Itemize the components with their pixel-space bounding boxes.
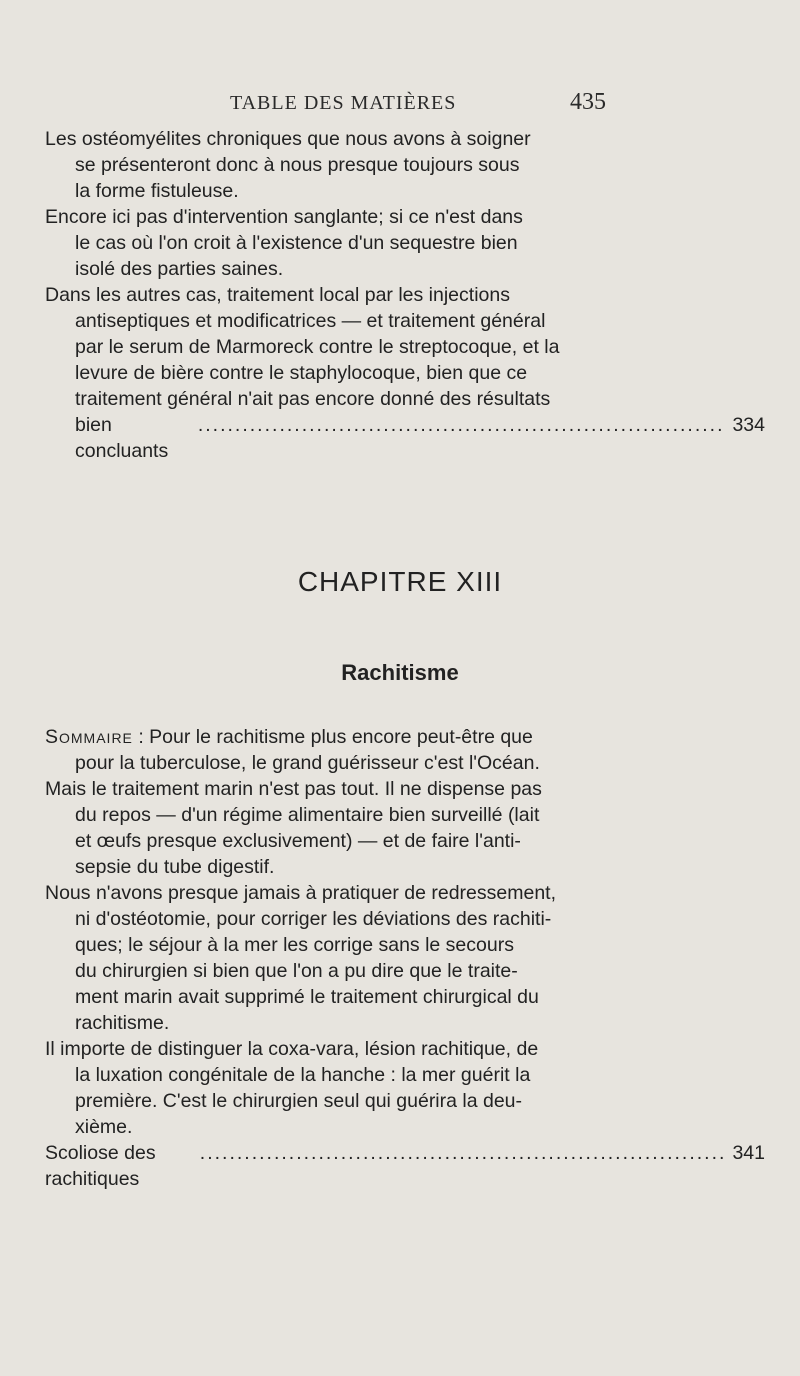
leader-dots: ....................................................................... (197, 414, 725, 436)
paragraph-osteomyelites (45, 126, 765, 204)
text-line: pour la tuberculose, le grand guérisseur c'est l'Océan. (75, 752, 540, 774)
toc-page-number: 334 (732, 414, 765, 436)
toc-entry (45, 412, 765, 464)
paragraph-sommaire (45, 724, 765, 776)
text-line: traitement général n'ait pas encore donné des résultats (75, 388, 551, 410)
text-line: Les ostéomyélites chroniques que nous avons à soigner (45, 128, 531, 150)
text-line: première. C'est le chirurgien seul qui guérira la deu- (75, 1090, 523, 1112)
paragraph-intervention (45, 204, 765, 282)
text-line: par le serum de Marmoreck contre le streptocoque, et la (75, 336, 560, 358)
text-line: ment marin avait supprimé le traitement chirurgical du (75, 986, 539, 1008)
sommaire-text: : Pour le rachitisme plus encore peut-être que (132, 726, 533, 748)
paragraph-redressement (45, 880, 765, 1036)
toc-entry-text: bien concluants (75, 414, 169, 462)
text-line: Dans les autres cas, traitement local par les injections (45, 284, 510, 306)
chapter-heading: CHAPITRE XIII (297, 566, 503, 597)
text-line (45, 724, 765, 750)
text-line: xième. (75, 1116, 133, 1138)
chapter-subtitle: Rachitisme (341, 660, 459, 685)
text-line: Il importe de distinguer la coxa-vara, lésion rachitique, de (45, 1038, 539, 1060)
paragraph-coxa-vara (45, 1036, 765, 1192)
running-head (0, 89, 800, 122)
text-line: ni d'ostéotomie, pour corriger les déviations des rachiti- (75, 908, 552, 930)
sommaire-label: Sommaire (45, 726, 133, 748)
text-line: se présenteront donc à nous presque toujours sous (75, 154, 520, 176)
text-line: du repos — d'un régime alimentaire bien surveillé (lait (75, 804, 540, 826)
text-line: Mais le traitement marin n'est pas tout. Il ne dispense pas (45, 778, 542, 800)
text-line: ques; le séjour à la mer les corrige sans le secours (75, 934, 514, 956)
text-line: sepsie du tube digestif. (75, 856, 275, 878)
text-line: rachitisme. (75, 1012, 170, 1034)
text-line: Nous n'avons presque jamais à pratiquer de redressement, (45, 882, 556, 904)
toc-entry (45, 1140, 765, 1192)
text-line: le cas où l'on croit à l'existence d'un sequestre bien (75, 232, 518, 254)
text-line: isolé des parties saines. (75, 258, 284, 280)
text-line: levure de bière contre le staphylocoque, bien que ce (75, 362, 528, 384)
toc-entry-text: Scoliose des rachitiques (45, 1142, 156, 1190)
text-line: la luxation congénitale de la hanche : la mer guérit la (75, 1064, 531, 1086)
text-line: du chirurgien si bien que l'on a pu dire que le traite- (75, 960, 518, 982)
toc-page-number: 341 (732, 1142, 765, 1164)
running-head-title: TABLE DES MATIÈRES (230, 92, 457, 114)
paragraph-traitement-marin (45, 776, 765, 880)
page-number: 435 (570, 89, 606, 115)
leader-dots: ....................................................................... (199, 1142, 727, 1164)
text-line: Encore ici pas d'intervention sanglante; si ce n'est dans (45, 206, 523, 228)
text-line: et œufs presque exclusivement) — et de faire l'anti- (75, 830, 521, 852)
text-line: la forme fistuleuse. (75, 180, 239, 202)
text-line: antiseptiques et modificatrices — et traitement général (75, 310, 546, 332)
paragraph-traitement-local (45, 282, 765, 464)
